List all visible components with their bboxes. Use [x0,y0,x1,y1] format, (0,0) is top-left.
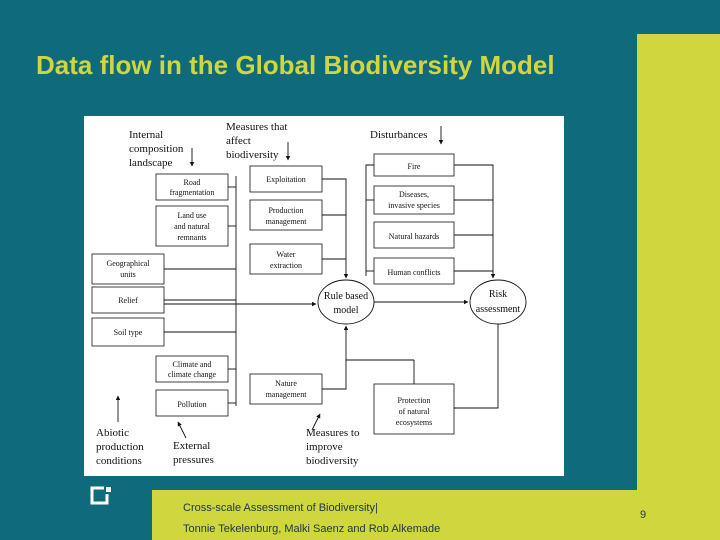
svg-text:Natural hazards: Natural hazards [388,232,440,241]
label-internal-composition [129,129,184,169]
svg-text:biodiversity: biodiversity [226,149,279,161]
svg-text:invasive species: invasive species [388,201,440,210]
svg-text:Land use: Land use [177,211,207,220]
svg-text:ecosystems: ecosystems [395,418,433,427]
svg-text:Soil type: Soil type [113,328,143,337]
box-human-conflicts [374,258,454,284]
svg-text:model: model [333,305,359,316]
svg-text:of natural: of natural [398,407,430,416]
svg-text:fragmentation: fragmentation [169,188,215,197]
footer-authors: Tonnie Tekelenburg, Malki Saenz and Rob Alkemade [183,523,441,535]
svg-text:Pollution: Pollution [177,400,207,409]
svg-text:pressures: pressures [173,454,214,466]
svg-text:Relief: Relief [118,296,138,305]
page-number: 9 [640,509,647,521]
svg-text:management: management [265,217,307,226]
box-water-extraction [250,244,322,274]
box-road-fragmentation [156,174,228,200]
svg-text:composition: composition [129,143,184,155]
svg-text:landscape: landscape [129,157,173,169]
svg-text:Human conflicts: Human conflicts [387,268,441,277]
svg-text:External: External [173,440,211,452]
node-risk-assessment [470,280,526,324]
svg-text:Rule based: Rule based [323,291,369,302]
box-soil-type [92,318,164,346]
svg-text:Nature: Nature [275,379,297,388]
svg-text:units: units [120,270,136,279]
svg-text:conditions: conditions [96,455,142,467]
box-climate-change [156,356,228,382]
svg-text:Measures to: Measures to [306,427,360,439]
svg-text:Climate and: Climate and [172,360,212,369]
slide-logo-icon [90,486,112,508]
svg-text:affect: affect [226,135,251,147]
accent-band-right [637,0,720,540]
svg-text:Diseases,: Diseases, [399,190,429,199]
svg-text:climate change: climate change [167,370,217,379]
svg-text:improve: improve [306,441,343,453]
box-land-use [156,206,228,246]
svg-text:management: management [265,390,307,399]
svg-text:Abiotic: Abiotic [96,427,129,439]
box-fire [374,154,454,176]
svg-text:Road: Road [183,178,201,187]
band-bottom-notch [0,490,152,540]
svg-text:and natural: and natural [174,222,210,231]
svg-text:biodiversity: biodiversity [306,455,359,467]
svg-text:Exploitation: Exploitation [266,175,306,184]
svg-text:Internal: Internal [129,129,164,141]
data-flow-diagram [84,116,564,476]
box-nature-management [250,374,322,404]
svg-text:Water: Water [276,250,296,259]
svg-text:Production: Production [268,206,304,215]
label-measures-affect [226,121,287,161]
label-abiotic-conditions [96,427,144,467]
svg-text:Risk: Risk [488,289,508,300]
box-pollution [156,390,228,416]
box-natural-hazards [374,222,454,248]
box-production-management [250,200,322,230]
box-geographical-units [92,254,164,284]
label-disturbances: Disturbances [370,129,428,141]
svg-text:Fire: Fire [407,162,421,171]
label-external-pressures [173,440,214,466]
label-measures-improve [306,427,360,467]
svg-text:extraction: extraction [270,261,302,270]
box-exploitation [250,166,322,192]
svg-text:remnants: remnants [177,233,207,242]
svg-text:production: production [96,441,144,453]
footer-title: Cross-scale Assessment of Biodiversity| [183,502,378,514]
slide-title: Data flow in the Global Biodiversity Model [36,50,555,80]
box-diseases [374,186,454,214]
svg-text:Measures that: Measures that [226,121,288,133]
band-notch [637,0,720,34]
node-rule-based-model [318,280,374,324]
svg-text:assessment: assessment [475,304,521,315]
box-protection [374,384,454,434]
svg-text:Geographical: Geographical [106,259,150,268]
svg-text:Protection: Protection [397,396,431,405]
box-relief [92,287,164,313]
